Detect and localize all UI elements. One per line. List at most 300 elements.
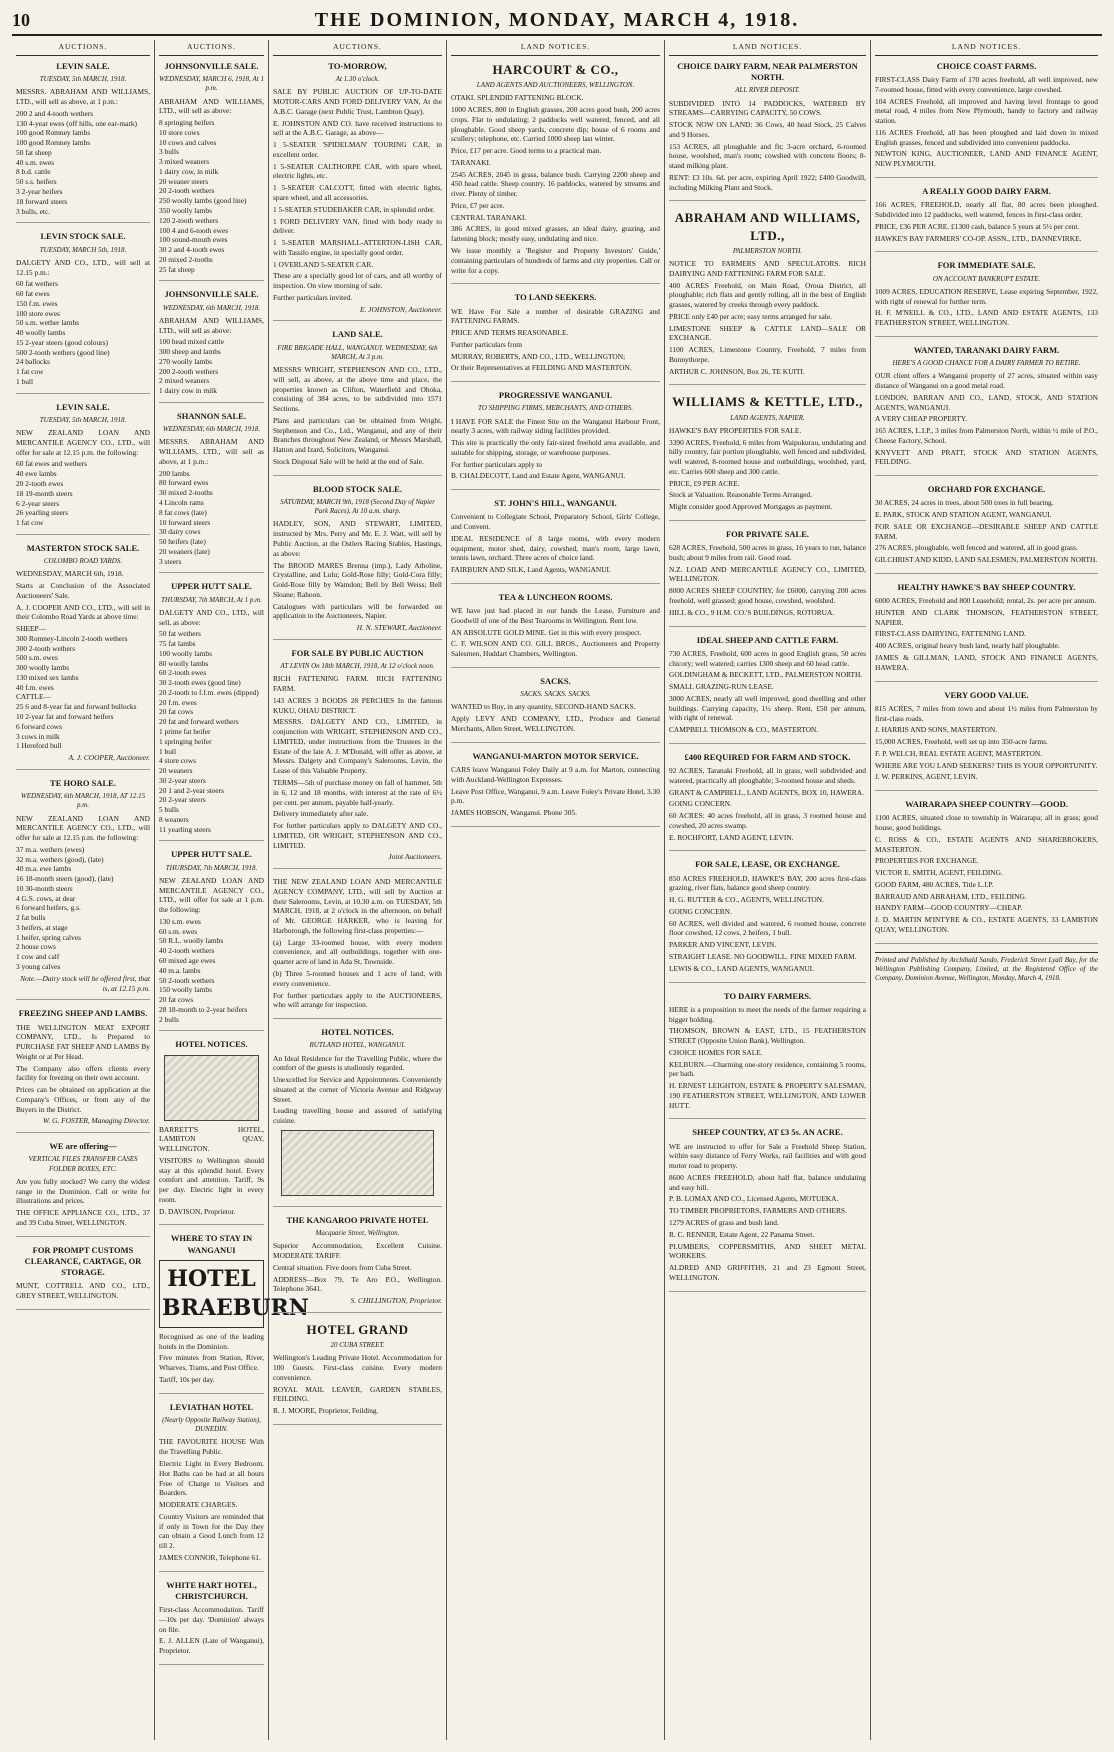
- stock-list-item: 10 cows and calves: [159, 137, 217, 147]
- ad-paragraph: PRICE only £40 per acre; easy terms arranged for sale.: [669, 311, 832, 321]
- ad-paragraph: ARTHUR C. JOHNSON, Box 26, TE KUITI.: [669, 366, 805, 376]
- ad-paragraph: 104 ACRES Freehold, all improved and having level frontage to good metal road, 4 miles from New Plymouth, handy to factory and railway station.: [875, 96, 1098, 126]
- ad-paragraph: H. F. M'NEILL & CO., LTD., LAND AND ESTATE AGENTS, 133 FEATHERSTON STREET, WELLINGTON.: [875, 308, 1098, 328]
- advertisement-block: [273, 484, 442, 640]
- stock-list: [159, 118, 264, 274]
- stock-list-item: 40 f.m. ewes: [16, 682, 54, 692]
- ad-subtitle: TO SHIPPING FIRMS, MERCHANTS, AND OTHERS.: [478, 404, 633, 413]
- ad-paragraph: GOING CONCERN.: [669, 799, 732, 809]
- ad-paragraph: CAMPBELL THOMSON & CO., MASTERTON.: [669, 725, 819, 735]
- advertisement-block: [451, 292, 660, 382]
- ad-title: FOR SALE BY PUBLIC AUCTION: [291, 647, 424, 658]
- ad-paragraph: N.Z. LOAD AND MERCANTILE AGENCY CO., LIMITED, WELLINGTON.: [669, 564, 866, 584]
- ad-paragraph: Electric Light in Every Bedroom. Hot Baths can be had at all hours Free of Charge to Visitors and Boarders.: [159, 1459, 264, 1498]
- stock-list-item: 50 2-tooth wethers: [159, 975, 215, 985]
- ad-paragraph: GOING CONCERN.: [669, 906, 732, 916]
- ad-paragraph: HAWKE'S BAY PROPERTIES FOR SALE.: [669, 425, 802, 435]
- ad-paragraph: WE have just had placed in our hands the Lease, Furniture and Goodwill of one of the Best Tearooms in Wellington. Rent low.: [451, 606, 660, 625]
- stock-list-item: 100 sound-mouth ewes: [159, 235, 228, 245]
- ad-title: TO LAND SEEKERS.: [514, 292, 597, 303]
- advertisement-block: [875, 799, 1098, 944]
- ad-paragraph: SMALL GRAZING-RUN LEASE.: [669, 682, 774, 692]
- stock-list-item: 75 fat lambs: [159, 639, 196, 649]
- stock-list-item: 40 2-tooth wethers: [159, 946, 215, 956]
- ad-paragraph: The Company also offers clients every facility for freezing on their own account.: [16, 1063, 150, 1083]
- ad-paragraph: First-class Accommodation. Tariff—10s per day. 'Dominion' always on file.: [159, 1605, 264, 1634]
- ad-title: FOR PROMPT CUSTOMS CLEARANCE, CARTAGE, OR STORAGE.: [24, 1244, 142, 1278]
- ad-paragraph: 1 5-SEATER STUDEBAKER CAR, in splendid order.: [273, 204, 435, 214]
- ad-paragraph: GILCHRIST AND KIDD, LAND SALESMEN, PALMERSTON NORTH.: [875, 555, 1098, 565]
- ad-paragraph: Leading travelling house and assured of satisfying cuisine.: [273, 1106, 442, 1126]
- column-heading: AUCTIONS.: [16, 40, 150, 56]
- ad-paragraph: JAMES CONNOR, Telephone 61.: [159, 1552, 261, 1562]
- column-5: [665, 40, 871, 1740]
- stock-list-item: 8 b.d. cattle: [16, 167, 51, 177]
- ad-paragraph: 3000 ACRES, nearly all well improved, good dwelling and other buildings. Carrying capacity, 1½ sheep. Rent, £50 per annum, with right of renewal.: [669, 693, 866, 723]
- ad-paragraph: Or their Representatives at FEILDING AND MASTERTON.: [451, 363, 632, 373]
- stock-list-item: 20 fat cows: [159, 995, 194, 1005]
- ad-paragraph: E. PARK, STOCK AND STATION AGENT, WANGANUI.: [875, 510, 1052, 520]
- stock-list-item: 15 2-year steers (good colours): [16, 337, 108, 347]
- ad-paragraph: The BROOD MARES Brenna (imp.), Lady Atholine, Crystalline, and Lulu; Gold-Rose filly; Gold-Cora filly; Gold-Rose filly by Wamdon; Bell by Bell Weiss; Bell Sloane; Rahoon.: [273, 560, 442, 599]
- ad-paragraph: MURRAY, ROBERTS, AND CO., LTD., WELLINGTON;: [451, 351, 626, 361]
- publisher-imprint: Printed and Published by Archibald Sando, Frederick Street Lyall Bay, for the Wellington Publishing Company, Limited, at the Registered Office of the Company, Dominion Avenue, Wellington, Monday, March 4, 1918.: [875, 952, 1098, 984]
- stock-list: [159, 337, 264, 396]
- ad-signature: W. G. FOSTER, Managing Director.: [42, 1116, 150, 1126]
- ad-title: SACKS.: [540, 676, 571, 687]
- stock-list-item: 2 house cows: [16, 942, 56, 952]
- ad-subtitle: THURSDAY, 7th MARCH, At 1 p.m.: [161, 595, 262, 604]
- stock-list-item: 100 head mixed cattle: [159, 337, 225, 347]
- ad-paragraph: NOTICE TO FARMERS AND SPECULATORS. RICH DAIRYING AND FATTENING FARM FOR SALE.: [669, 259, 866, 278]
- ad-subtitle: ALL RIVER DEPOSIT.: [735, 86, 800, 95]
- ad-paragraph: Price, £17 per acre. Good terms to a practical man.: [451, 146, 602, 156]
- stock-list-item: 10 store cows: [159, 127, 200, 137]
- ad-paragraph: HERE is a proposition to meet the needs of the farmer requiring a bigger holding.: [669, 1004, 866, 1024]
- advertisement-block: [875, 186, 1098, 252]
- ad-subtitle: RUTLAND HOTEL, WANGANUI.: [309, 1041, 406, 1050]
- stock-list-item: 20 weaners (late): [159, 546, 210, 556]
- stock-list-item: 60 mixed age ewes: [159, 955, 216, 965]
- stock-list-item: 40 s.m. ewes: [16, 157, 55, 167]
- newspaper-title: THE DOMINION, MONDAY, MARCH 4, 1918.: [314, 8, 800, 31]
- ad-paragraph: TARANAKI.: [451, 157, 491, 167]
- ad-paragraph: LONDON, BARRAN AND CO., LAND, STOCK, AND STATION AGENTS, WANGANUI.: [875, 392, 1098, 412]
- ad-title: WANTED, TARANAKI DAIRY FARM.: [913, 344, 1060, 355]
- advertisement-block: [451, 751, 660, 827]
- stock-list-item: 60 s.m. ewes: [159, 926, 198, 936]
- page-number: 10: [12, 9, 30, 30]
- ad-paragraph: Stock at Valuation. Reasonable Terms Arranged.: [669, 490, 813, 500]
- ad-title: PROGRESSIVE WANGANUI.: [498, 390, 613, 401]
- advertisement-block: [159, 581, 264, 841]
- ad-paragraph: J. HARRIS AND SONS, MASTERTON.: [875, 725, 998, 735]
- ad-subtitle: COLOMBO ROAD YARDS.: [43, 557, 123, 566]
- ad-paragraph: For further particulars apply to the AUCTIONEERS, who will arrange for inspection.: [273, 990, 442, 1010]
- stock-list-item: 40 ewe lambs: [16, 469, 57, 479]
- ad-paragraph: TO TIMBER PROPRIETORS, FARMERS AND OTHERS.: [669, 1206, 847, 1216]
- ad-paragraph: LEWIS & CO., LAND AGENTS, WANGANUI.: [669, 963, 814, 973]
- stock-list-item: 200 2-tooth wethers: [159, 366, 219, 376]
- stock-list-item: 200 2 and 4-tooth wethers: [16, 108, 94, 118]
- hotel-illustration: [281, 1130, 433, 1196]
- ad-subtitle: At 1.30 o'clock.: [335, 75, 380, 84]
- stock-list-item: 100 good Romney lambs: [16, 138, 91, 148]
- advertisement-block: [273, 61, 442, 322]
- stock-list-item: 150 woolly lambs: [159, 985, 212, 995]
- ad-paragraph: Tariff, 10s per day.: [159, 1375, 215, 1385]
- ad-paragraph: Further particulars invited.: [273, 292, 353, 302]
- stock-list-item: 20 mixed 2-tooths: [159, 254, 213, 264]
- advertisement-block: [273, 1215, 442, 1313]
- ad-paragraph: J. W. PERKINS, AGENT, LEVIN.: [875, 772, 978, 782]
- ad-paragraph: H. ERNEST LEIGHTON, ESTATE & PROPERTY SALESMAN, 190 FEATHERSTON STREET, WELLINGTON, AND LOWER HUTT.: [669, 1081, 866, 1110]
- ad-subtitle: WEDNESDAY, MARCH 6, 1918, At 1 p.m.: [159, 75, 265, 93]
- ad-subtitle: THURSDAY, 7th MARCH, 1918.: [165, 863, 258, 872]
- stock-list-item: 100 store ewes: [16, 308, 60, 318]
- ad-paragraph: R. J. MOORE, Proprietor, Feilding.: [273, 1406, 379, 1416]
- ad-paragraph: PRICE, £36 PER ACRE. £1300 cash, balance 5 years at 5½ per cent.: [875, 221, 1080, 231]
- advertisement-block: [669, 1127, 866, 1291]
- stock-list-item: 20 2-tooth to f.f.m. ewes (dipped): [159, 687, 259, 697]
- ad-title: FOR PRIVATE SALE.: [725, 528, 810, 539]
- ad-paragraph: 166 ACRES, FREEHOLD, nearly all flat, 80 acres been ploughed. Subdivided into 12 paddocks, well watered, fences in first-class order.: [875, 200, 1098, 219]
- stock-list-item: 20 fat cows: [159, 707, 194, 717]
- stock-list-item: 80 woolly lambs: [159, 658, 209, 668]
- ad-paragraph: MUNT, COTTRELL AND CO., LTD., GREY STREET, WELLINGTON.: [16, 1281, 150, 1301]
- stock-list-item: 100 4 and 6-tooth ewes: [159, 225, 228, 235]
- ad-paragraph: VISITORS to Wellington should stay at this splendid hotel. Every comfort and attention. Tariff, 9s per day. Electric light in every room.: [159, 1155, 264, 1204]
- advertisement-block: [159, 1039, 264, 1225]
- ad-title: WE are offering—: [49, 1141, 117, 1152]
- stock-list-item: 130 mixed sex lambs: [16, 672, 79, 682]
- ad-paragraph: 850 ACRES FREEHOLD, HAWKE'S BAY, 200 acres first-class grazing, river flats, balance good sheep country.: [669, 873, 866, 893]
- advertisement-block: [273, 1027, 442, 1207]
- hotel-illustration: [164, 1055, 259, 1121]
- ad-title: IDEAL SHEEP AND CATTLE FARM.: [696, 634, 839, 645]
- ad-subtitle: LAND AGENTS, NAPIER.: [730, 413, 805, 422]
- ad-paragraph: Apply LEVY AND COMPANY, LTD., Produce and General Merchants, Allen Street, WELLINGTON.: [451, 714, 660, 733]
- stock-list-item: 20 fat and forward wethers: [159, 717, 239, 727]
- advertisement-block: [16, 1245, 150, 1310]
- advertisement-block: [16, 231, 150, 393]
- stock-list-item: 20 2-tooth wethers: [159, 186, 215, 196]
- ad-paragraph: Five minutes from Station, River, Wharves, Trams, and Post Office.: [159, 1353, 264, 1373]
- ad-paragraph: B. CHALDECOTT, Land and Estate Agent, WANGANUI.: [451, 471, 626, 481]
- ad-paragraph: THE NEW ZEALAND LOAN AND MERCANTILE AGENCY COMPANY, LTD., will sell by Auction at their Salerooms, Levin, at 10.30 a.m. on TUESDAY, 5th MARCH, 1918, at 2 o'clock in the afternoon, on behalf of Mr. GEORGE HARKER, who is leaving for Harborough, the following first-class properties:—: [273, 877, 442, 935]
- ad-paragraph: GOLDINGHAM & BECKETT, LTD., PALMERSTON NORTH.: [669, 670, 863, 680]
- advertisement-block: [669, 209, 866, 385]
- advertisement-block: [273, 648, 442, 869]
- stock-list-item: 20 weaners: [159, 766, 193, 776]
- ad-title: WAIRARAPA SHEEP COUNTRY—GOOD.: [905, 799, 1068, 810]
- ad-paragraph: 1 5-SEATER MARSHALL-ATTERTON-LISH CAR, with Tassilo engine, in specially good order.: [273, 238, 442, 257]
- stock-list-item: 1 dairy cow, in milk: [159, 166, 219, 176]
- stock-list-item: 1 fat cow: [16, 367, 44, 377]
- ad-paragraph: NEW ZEALAND LOAN AND MERCANTILE AGENCY CO., LTD., will offer for sale at 12.15 p.m. the following:: [16, 813, 150, 843]
- ad-subtitle: Macquarie Street, Wellington.: [315, 1229, 400, 1238]
- ad-title: THE KANGAROO PRIVATE HOTEL: [286, 1214, 429, 1225]
- ad-paragraph: SUBDIVIDED INTO 14 PADDOCKS, WATERED BY STREAMS—CARRYING CAPACITY, 50 COWS.: [669, 98, 866, 118]
- ad-paragraph: HANDY FARM—GOOD COUNTRY—CHEAP.: [875, 903, 1023, 913]
- ad-paragraph: Might consider good Approved Mortgages as payment.: [669, 502, 833, 512]
- ad-subtitle: TUESDAY, MARCH 5th, 1918.: [39, 245, 127, 254]
- ad-paragraph: PROPERTIES FOR EXCHANGE.: [875, 856, 979, 866]
- ad-paragraph: KELBURN.—Charming one-story residence, containing 5 rooms, per bath.: [669, 1059, 866, 1079]
- stock-list-item: 300 woolly lambs: [16, 663, 69, 673]
- ad-paragraph: FIRST-CLASS Dairy Farm of 170 acres freehold, all well improved, new 7-roomed house, fitted with every convenience, large cowshed.: [875, 75, 1098, 94]
- ad-paragraph: NEW ZEALAND LOAN AND MERCANTILE AGENCY CO., LTD., will offer for sale at 12.15 p.m. the following:: [16, 428, 150, 457]
- ad-paragraph: MODERATE CHARGES.: [159, 1500, 238, 1510]
- stock-list-item: 500 s.m. ewes: [16, 653, 58, 663]
- stock-list-item: 3 young calves: [16, 961, 61, 971]
- ad-signature: S. CHILLINGTON, Proprietor.: [350, 1296, 442, 1306]
- ad-paragraph: ABRAHAM AND WILLIAMS, LTD., will sell as above:: [159, 96, 264, 116]
- stock-list-item: 25 fat sheep: [159, 264, 195, 274]
- ad-title: WILLIAMS & KETTLE, LTD.,: [672, 394, 863, 410]
- ad-paragraph: MESSRS WRIGHT, STEPHENSON AND CO., LTD., will sell, as above, at the above time and place, the properties known as Clifton, Waterfield and Ohoka, consisting of 384 acres, to be subdivided into 1571 Sections.: [273, 365, 442, 414]
- stock-list: [159, 917, 264, 1024]
- ad-signature: H. N. STEWART, Auctioneer.: [356, 623, 442, 633]
- ad-paragraph: Central situation. Five doors from Cuba Street.: [273, 1262, 412, 1272]
- ad-paragraph: FIRST-CLASS DAIRYING, FATTENING LAND.: [875, 629, 1026, 639]
- ad-paragraph: DALGETY AND CO., LTD., will sell at 12.15 p.m.:: [16, 257, 150, 277]
- ad-paragraph: F. P. WELCH, REAL ESTATE AGENT, MASTERTON.: [875, 748, 1043, 758]
- advertisement-block: [159, 849, 264, 1031]
- ad-paragraph: 1 5-SEATER CALTHORPE CAR, with spare wheel, electric lights, etc.: [273, 161, 442, 181]
- stock-list: [16, 279, 150, 386]
- ad-paragraph: H. G. RUTTER & CO., AGENTS, WELLINGTON.: [669, 895, 824, 905]
- ad-subtitle: WEDNESDAY, 6th MARCH, 1918.: [162, 425, 261, 434]
- stock-list-item: 4 Lincoln rams: [159, 497, 204, 507]
- stock-list-item: 60 fat wethers: [16, 279, 58, 289]
- stock-list-item: 24 ballocks: [16, 357, 50, 367]
- ad-paragraph: 6000 ACRES, Freehold and 800 Leasehold; rental, 2s. per acre per annum.: [875, 596, 1097, 606]
- ad-paragraph: 1100 ACRES, Limestone Country, Freehold, 7 miles from Bunnythorpe.: [669, 345, 866, 364]
- ad-paragraph: Recognised as one of the leading hotels in the Dominion.: [159, 1331, 264, 1351]
- ad-paragraph: 143 ACRES 3 ROODS 28 PERCHES In the famous KUKU, OHAU DISTRICT.: [273, 695, 442, 715]
- stock-list-item: 1 bull: [16, 376, 34, 386]
- stock-list-item: 130 s.m. ewes: [159, 916, 201, 926]
- ad-paragraph: AN ABSOLUTE GOLD MINE. Get in this with every prospect.: [451, 627, 642, 637]
- ad-paragraph: A. J. COOPER AND CO., LTD., will sell in their Colombo Road Yards at above time:: [16, 602, 150, 622]
- ad-paragraph: 400 ACRES Freehold, on Main Road, Oroua District, all ploughable; rich flats and gently rolling, all in the best of English grasses, watered by creeks through every paddock.: [669, 280, 866, 310]
- ad-title: WANGANUI-MARTON MOTOR SERVICE.: [472, 750, 639, 761]
- ad-paragraph: OTAKI. SPLENDID FATTENING BLOCK.: [451, 93, 584, 103]
- advertisement-block: [273, 329, 442, 475]
- advertisement-block: [159, 61, 264, 281]
- ad-paragraph: MESSRS. ABRAHAM AND WILLIAMS, LTD., will sell as above, at 1 p.m.:: [159, 437, 264, 466]
- stock-list-item: 28 18-month to 2-year heifers: [159, 1004, 248, 1014]
- ad-title: UPPER HUTT SALE.: [171, 581, 252, 592]
- ad-paragraph: THE OFFICE APPLIANCE CO., LTD., 37 and 39 Cuba Street, WELLINGTON.: [16, 1208, 150, 1227]
- stock-list-item: 50 R.L. woolly lambs: [159, 936, 224, 946]
- stock-list-item: 1 springing heifer: [159, 736, 212, 746]
- ad-paragraph: TERMS—5th of purchase money on fall of hammer, 5th in 6, 12 and 18 months, with interest at the rate of 6½ per cent. per annum, payable half-yearly.: [273, 777, 442, 807]
- ad-paragraph: PRICE, £9 PER ACRE.: [669, 478, 740, 488]
- ad-subtitle: ON ACCOUNT BANKRUPT ESTATE.: [932, 274, 1041, 283]
- stock-list-item: 1 prime fat heifer: [159, 726, 211, 736]
- ad-paragraph: BARRETT'S HOTEL, LAMBTON QUAY, WELLINGTON.: [159, 1124, 264, 1154]
- ad-paragraph: BARRAUD AND ABRAHAM, LTD., FEILDING.: [875, 891, 1027, 901]
- ad-paragraph: GRANT & CAMPBELL, LAND AGENTS, BOX 10, HAWERA.: [669, 787, 864, 797]
- ad-paragraph: DALGETY AND CO., LTD., will sell, as above:: [159, 607, 264, 627]
- ad-title: HOTEL NOTICES.: [321, 1027, 394, 1038]
- stock-list-item: 10 2-year fat and forward heifers: [16, 711, 114, 721]
- ad-title: TEA & LUNCHEON ROOMS.: [498, 591, 613, 602]
- ad-paragraph: WEDNESDAY, MARCH 6th, 1918.: [16, 569, 124, 579]
- ad-title: TO DAIRY FARMERS.: [723, 990, 812, 1001]
- stock-list-item: 2 fat bulls: [16, 913, 46, 923]
- ad-subtitle: FIRE BRIGADE HALL, WANGANUI. WEDNESDAY, 6th MARCH, At 3 p.m.: [277, 343, 438, 361]
- stock-list-item: 5 bulls: [159, 805, 179, 815]
- ad-paragraph: Delivery immediately after sale.: [273, 809, 369, 819]
- stock-list-item: 250 woolly lambs (good line): [159, 196, 247, 206]
- advertisement-block: [669, 635, 866, 744]
- ad-paragraph: Superior Accommodation, Excellent Cuisine. MODERATE TARIFF.: [273, 1241, 442, 1261]
- ad-paragraph: 2545 ACRES, 2045 in grass, balance bush. Carrying 2200 sheep and 450 head cattle. Sheep country, 16 paddocks, watered by streams and river. Plenty of timber.: [451, 169, 660, 199]
- ad-title: MASTERTON STOCK SALE.: [26, 542, 140, 553]
- column-heading: LAND NOTICES.: [669, 40, 866, 56]
- ad-paragraph: JAMES HOBSON, Wanganui. Phone 305.: [451, 808, 577, 818]
- ad-paragraph: IDEAL RESIDENCE of 8 large rooms, with every modern equipment, motor shed, dairy, cowshed, man's room, large lawn, tennis lawn, orchard. Three acres of choice land.: [451, 533, 660, 563]
- ad-title: ORCHARD FOR EXCHANGE.: [927, 484, 1046, 495]
- advertisement-block: [16, 778, 150, 1000]
- ad-title: WHERE TO STAY IN WANGANUI: [170, 1233, 253, 1255]
- ad-paragraph: 8000 ACRES SHEEP COUNTRY, for £6000, carrying 200 acres freehold, well grassed; good house, cowshed, woolshed.: [669, 586, 866, 605]
- ad-title: LEVIN SALE.: [56, 60, 110, 71]
- advertisement-block: [16, 1008, 150, 1133]
- ad-paragraph: For further particulars apply to DALGETY AND CO., LIMITED, OR WRIGHT, STEPHENSON AND CO., LIMITED.: [273, 821, 442, 850]
- ad-title: UPPER HUTT SALE.: [171, 849, 252, 860]
- ad-title: HEALTHY HAWKE'S BAY SHEEP COUNTRY.: [897, 581, 1076, 592]
- ad-paragraph: 1000 ACRES, 800 in English grasses, 200 acres good bush, 200 acres crops. Flat to undulating; 2 paddocks well watered, fenced, and all ploughable. Good sheep yards, concrete dip; house of 6 rooms and scullery; telephone, etc. Carried 1000 sheep last winter.: [451, 105, 660, 144]
- ad-paragraph: HAWKE'S BAY FARMERS' CO-OP. ASSN., LTD., DANNEVIRKE.: [875, 233, 1082, 243]
- ad-paragraph: This site is practically the only fair-sized freehold area available, and suitable for shipping, storage, or warehouse purposes.: [451, 438, 660, 457]
- ad-title: TO-MORROW,: [328, 60, 387, 71]
- advertisement-block: [273, 877, 442, 1019]
- stock-list-item: 3 steers: [159, 556, 182, 566]
- ad-paragraph: NEWTON KING, AUCTIONEER, LAND AND FINANCE AGENT, NEW PLYMOUTH.: [875, 149, 1098, 169]
- ad-subtitle: HERE'S A GOOD CHANCE FOR A DAIRY FARMER TO RETIRE.: [892, 359, 1081, 368]
- ad-title: CHOICE COAST FARMS.: [936, 60, 1037, 71]
- ad-paragraph: NEW ZEALAND LOAN AND MERCANTILE AGENCY CO., LTD., will offer for sale at 1 p.m. the following:: [159, 875, 264, 915]
- ad-paragraph: Country Visitors are reminded that if only in Town for the Day they can obtain a Good Lunch from 12 till 2.: [159, 1511, 264, 1551]
- ad-paragraph: 60 ACRES, well divided and watered, 6 roomed house, concrete floor cowshed, 12 cows, 2 heifers, 1 bull.: [669, 918, 866, 938]
- ad-title: VERY GOOD VALUE.: [944, 689, 1029, 700]
- ad-paragraph: PARKER AND VINCENT, LEVIN.: [669, 940, 777, 950]
- ad-title: FREEZING SHEEP AND LAMBS.: [18, 1008, 148, 1019]
- newspaper-columns: [12, 40, 1102, 1740]
- stock-list-item: 300 sheep and lambs: [159, 347, 221, 357]
- advertisement-block: [875, 582, 1098, 682]
- ad-subtitle: AT LEVIN On 18th MARCH, 1918, At 12 o'clock noon.: [280, 662, 435, 671]
- stock-list-item: 4 G.S. cows, at dear: [16, 893, 76, 903]
- ad-title: HOTEL NOTICES.: [175, 1039, 248, 1050]
- ad-paragraph: 1009 ACRES, EDUCATION RESERVE, Lease expiring September, 1922, with right of renewal for further term.: [875, 286, 1098, 306]
- ad-paragraph: 1 OVERLAND 5-SEATER CAR.: [273, 259, 374, 269]
- ad-paragraph: Wellington's Leading Private Hotel. Accommodation for 100 Guests. First-class cuisine. Every modern convenience.: [273, 1353, 442, 1382]
- ad-paragraph: 153 ACRES, all ploughable and fit; 3-acre orchard, 6-roomed house, woolshed, man's room; cowshed with concrete floors; 8-stand milking plant.: [669, 141, 866, 171]
- stock-list-item: 50 s.s. heifers: [16, 177, 57, 187]
- ad-paragraph: Catalogues with particulars will be forwarded on application to the Auctioneers, Napier.: [273, 601, 442, 621]
- ad-subtitle: TUESDAY, 5th MARCH, 1918.: [39, 75, 127, 84]
- ad-paragraph: (a) Large 33-roomed house, with every modern convenience, and all outbuildings, together with one-quarter acre of land in Ada St, Townside.: [273, 937, 442, 967]
- ad-title: FOR IMMEDIATE SALE.: [937, 260, 1036, 271]
- stock-list-item: 3 2-year heifers: [16, 187, 63, 196]
- advertisement-block: [451, 61, 660, 284]
- ad-subtitle: SATURDAY, MARCH 9th, 1918 (Second Day of Napier Park Races), At 10 a.m. sharp.: [280, 497, 435, 516]
- advertisement-block: [669, 529, 866, 627]
- stock-list-item: 500 2-tooth wethers (good line): [16, 347, 110, 357]
- stock-list-item: 30 2-year steers: [159, 775, 206, 785]
- column-6: [871, 40, 1102, 1740]
- advertisement-block: [159, 1402, 264, 1572]
- stock-list-item: 40 woolly lambs: [16, 328, 66, 338]
- ad-paragraph: RICH FATTENING FARM. RICH FATTENING FARM.: [273, 674, 442, 694]
- stock-list-item: 8 springing heifers: [159, 118, 215, 128]
- ad-title: FOR SALE, LEASE, OR EXCHANGE.: [695, 859, 840, 870]
- ad-title: A REALLY GOOD DAIRY FARM.: [922, 186, 1051, 196]
- stock-list-item: 60 fat ewes and wethers: [16, 459, 88, 469]
- ad-paragraph: Unexcelled for Service and Appointments. Conveniently situated at the corner of Victoria Avenue and Ridgway Street.: [273, 1075, 442, 1104]
- ad-subtitle: SACKS. SACKS. SACKS.: [520, 690, 591, 699]
- ad-paragraph: VICTOR E. SMITH, AGENT, FEILDING.: [875, 868, 1003, 878]
- ad-paragraph: 8600 ACRES FREEHOLD, about half flat, balance undulating and easy hill.: [669, 1172, 866, 1192]
- stock-list-item: 20 1 and 2-year steers: [159, 785, 224, 795]
- stock-list: [16, 109, 150, 216]
- advertisement-block: [273, 1321, 442, 1425]
- stock-list-item: 18 19-month steers: [16, 488, 73, 498]
- stock-list-item: 1 dairy cow in milk: [159, 386, 217, 396]
- stock-list-item: 1 cow and calf: [16, 952, 60, 962]
- column-4: [447, 40, 665, 1740]
- stock-list-item: 130 4-year ewes (off hills, one ear-mark): [16, 118, 137, 128]
- ad-title: ST. JOHN'S HILL, WANGANUI.: [494, 498, 617, 509]
- advertisement-block: [875, 484, 1098, 574]
- ad-paragraph: 730 ACRES, Freehold, 600 acres in good English grass, 50 acres chicory; well watered; carries 1300 sheep and 60 head cattle.: [669, 648, 866, 668]
- ad-paragraph: LIMESTONE SHEEP & CATTLE LAND—SALE OR EXCHANGE.: [669, 323, 866, 343]
- stock-list-item: 150 f.m. ewes: [16, 298, 58, 308]
- stock-list: [159, 629, 264, 834]
- stock-list-item: 3 cows in milk: [16, 731, 60, 741]
- ad-paragraph: GOOD FARM, 480 ACRES, Title L.I.P.: [875, 879, 994, 889]
- stock-list: [16, 845, 150, 972]
- stock-list-item: 30 2-tooth ewes (good line): [159, 678, 241, 688]
- ad-signature: E. JOHNSTON, Auctioneer.: [359, 304, 442, 314]
- stock-list-item: 10 forward steers: [159, 517, 211, 527]
- column-1: [12, 40, 155, 1740]
- ad-paragraph: THOMSON, BROWN & EAST, LTD., 15 FEATHERSTON STREET (Opposite Union Bank), Wellington.: [669, 1026, 866, 1046]
- stock-list-item: SHEEP—: [16, 624, 46, 634]
- stock-list-item: 8 fat cows (late): [159, 507, 207, 517]
- ad-paragraph: 1279 ACRES of grass and bush land.: [669, 1218, 779, 1227]
- ad-paragraph: ROYAL MAIL LEAVER, GARDEN STABLES, FEILDING.: [273, 1384, 442, 1404]
- ad-paragraph: THE FAVOURITE HOUSE With the Travelling Public.: [159, 1437, 264, 1457]
- column-heading: AUCTIONS.: [273, 40, 442, 56]
- ad-title: LEVIATHAN HOTEL: [169, 1401, 254, 1412]
- ad-title: LAND SALE.: [332, 329, 383, 340]
- ad-paragraph: RENT: £3 10s. 6d. per acre, expiring April 1922; £400 Goodwill, including Milking Plant and Stock.: [669, 172, 866, 192]
- stock-list-item: 200 lambs: [159, 468, 190, 478]
- masthead: [12, 6, 1102, 36]
- advertisement-block: [669, 859, 866, 982]
- ad-paragraph: HADLEY, SON, AND STEWART, LIMITED, instructed by Mrs. Perry and Mr. E. J. Watt, will sell by Public Auction, at the Ostlers Racing Stables, Hastings, as above:: [273, 519, 442, 558]
- ad-paragraph: D. DAVISON, Proprietor.: [159, 1206, 236, 1216]
- ad-paragraph: R. C. RENNER, Estate Agent, 22 Panama Street.: [669, 1229, 815, 1239]
- ad-subtitle: LAND AGENTS AND AUCTIONEERS, WELLINGTON.: [476, 81, 635, 90]
- column-heading: AUCTIONS.: [159, 40, 264, 56]
